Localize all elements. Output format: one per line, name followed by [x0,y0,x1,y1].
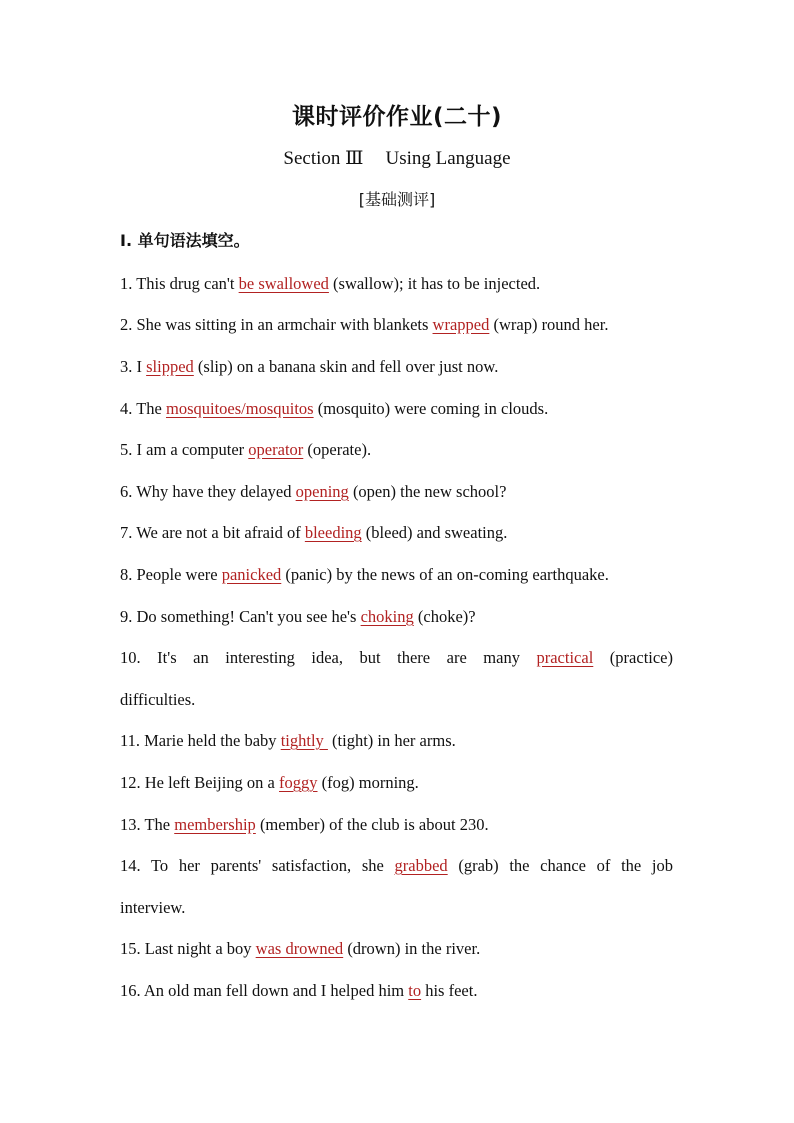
question-item [120,853,673,879]
question-text: 12. He left Beijing on a [120,773,280,792]
question-item [120,396,673,422]
question-text: (panic) by the news of an on-coming earthquake. [281,565,609,584]
question-text: (fog) morning. [317,773,419,792]
question-item [120,479,673,505]
question-item [120,728,673,754]
question-item [120,978,673,1004]
question-text: 13. The [120,815,175,834]
answer-blank: practical [536,648,594,667]
question-continuation: interview. [120,898,186,917]
question-item [120,604,673,630]
question-text: (grab) the chance of the job [447,856,673,875]
question-text: his feet. [421,981,478,1000]
answer-blank: panicked [221,565,282,584]
question-text: (swallow); it has to be injected. [328,274,541,293]
answer-blank: tightly [280,731,328,750]
assessment-tag: [基础测评] [358,190,436,209]
question-text: (wrap) round her. [489,315,609,334]
answer-blank: bleeding [304,523,362,542]
question-item [120,312,673,338]
question-text: (slip) on a banana skin and fell over just now. [193,357,499,376]
page-title: 课时评价作业(二十) [291,104,503,130]
exercise-heading: Ⅰ. 单句语法填空。 [120,231,250,250]
question-text: 16. An old man fell down and I helped him [120,981,409,1000]
answer-blank: grabbed [394,856,448,875]
question-text: (choke)? [413,607,476,626]
question-text: 8. People were [120,565,222,584]
question-item [120,354,673,380]
question-continuation: difficulties. [120,690,196,709]
question-text: (drown) in the river. [343,939,481,958]
question-item [120,936,673,962]
question-text: 14. To her parents' satisfaction, she [120,856,395,875]
answer-blank: foggy [279,773,318,792]
question-text: 5. I am a computer [120,440,249,459]
answer-blank: to [408,981,422,1000]
section-topic: Using Language [385,148,511,169]
question-text: 1. This drug can't [120,274,239,293]
question-text: 10. It's an interesting idea, but there are many [120,648,537,667]
answer-blank: choking [360,607,414,626]
answer-blank: membership [174,815,256,834]
answer-blank: opening [295,482,349,501]
question-text: (operate). [303,440,372,459]
question-text: 6. Why have they delayed [120,482,296,501]
question-text: (mosquito) were coming in clouds. [313,399,549,418]
answer-blank: mosquitoes/mosquitos [165,399,314,418]
question-text: (bleed) and sweating. [361,523,508,542]
question-text: 11. Marie held the baby [120,731,281,750]
question-text: (member) of the club is about 230. [255,815,489,834]
answer-blank: slipped [146,357,194,376]
question-item [120,562,673,588]
section-label: Section Ⅲ [283,148,364,169]
question-text: 2. She was sitting in an armchair with blankets [120,315,433,334]
question-item [120,271,673,297]
question-text: 3. I [120,357,147,376]
question-item [120,812,673,838]
question-text: 9. Do something! Can't you see he's [120,607,361,626]
question-text: (practice) [593,648,673,667]
answer-blank: wrapped [432,315,490,334]
answer-blank: was drowned [255,939,344,958]
question-item [120,437,673,463]
section-subtitle [0,144,794,174]
question-item [120,520,673,546]
question-text: 7. We are not a bit afraid of [120,523,305,542]
question-text: (tight) in her arms. [327,731,456,750]
question-text: (open) the new school? [348,482,507,501]
question-item [120,770,673,796]
answer-blank: operator [248,440,304,459]
question-text: 15. Last night a boy [120,939,256,958]
answer-blank: be swallowed [238,274,329,293]
question-text: 4. The [120,399,166,418]
question-item [120,645,673,671]
